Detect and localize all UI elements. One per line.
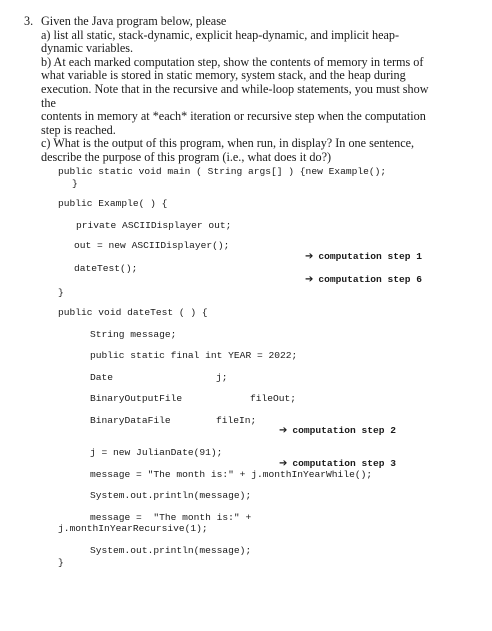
part-b-line-2: what variable is stored in static memory, system stack, and the heap during [41,68,406,83]
code-line-message-while: message = "The month is:" + j.monthInYearWhile(); [90,469,373,480]
part-b-line-3: execution. Note that in the recursive and while-loop statements, you must show the [41,81,429,110]
code-line-constructor: public Example( ) { [58,198,168,209]
code-line-out-assign: out = new ASCIIDisplayer(); [74,240,230,251]
question-number: 3. [24,14,34,28]
code-line-println-2: System.out.println(message); [90,545,252,556]
code-line-datetest-call: dateTest(); [74,263,138,274]
arrow-right-icon: ➔ [279,425,288,436]
code-line-main-close: } [72,178,78,189]
code-line-message-recursive: message = "The month is:" + [90,512,252,523]
code-line-println-1: System.out.println(message); [90,490,252,501]
part-b-line-5: step is reached. [41,122,116,137]
code-line-main: public static void main ( String args[] ) {new Example(); [58,166,387,177]
code-line-datetest-close: } [58,557,64,568]
part-c-line-2: describe the purpose of this program (i.e., what does it do?) [41,149,332,164]
question-block [24,15,444,165]
arrow-right-icon: ➔ [305,274,314,285]
code-line-datetest-decl: public void dateTest ( ) { [58,307,208,318]
arrow-right-icon: ➔ [305,251,314,262]
code-line-constructor-close: } [58,287,64,298]
computation-step-2: ➔ computation step 2 [279,425,397,436]
question-intro-line [24,15,444,29]
code-line-year-decl: public static final int YEAR = 2022; [90,350,298,361]
code-line-outfile-var: fileOut; [250,393,297,404]
code-line-infile-var: fileIn; [216,415,257,426]
part-b-line-1: b) At each marked computation step, show the contents of memory in terms of [41,54,424,69]
computation-step-3: ➔ computation step 3 [279,458,397,469]
computation-step-6: ➔ computation step 6 [305,274,423,285]
code-line-julian-assign: j = new JulianDate(91); [90,447,223,458]
question-intro: Given the Java program below, please [41,14,227,28]
code-line-field-out: private ASCIIDisplayer out; [76,220,232,231]
code-line-date-var: j; [216,372,228,383]
computation-step-1: ➔ computation step 1 [305,251,423,262]
code-line-message-decl: String message; [90,329,177,340]
part-b-line-4: contents in memory at *each* iteration or recursive step when the computation [41,109,426,124]
arrow-right-icon: ➔ [279,458,288,469]
code-line-infile-type: BinaryDataFile [90,415,171,426]
code-line-date-type: Date [90,372,114,383]
part-a-line-2: dynamic variables. [41,41,134,56]
part-c-line-1: c) What is the output of this program, when run, in display? In one sentence, [41,136,415,151]
code-line-recursive-call: j.monthInYearRecursive(1); [58,523,208,534]
part-a-line-1: a) list all static, stack-dynamic, explicit heap-dynamic, and implicit heap- [41,27,400,42]
code-line-outfile-type: BinaryOutputFile [90,393,183,404]
